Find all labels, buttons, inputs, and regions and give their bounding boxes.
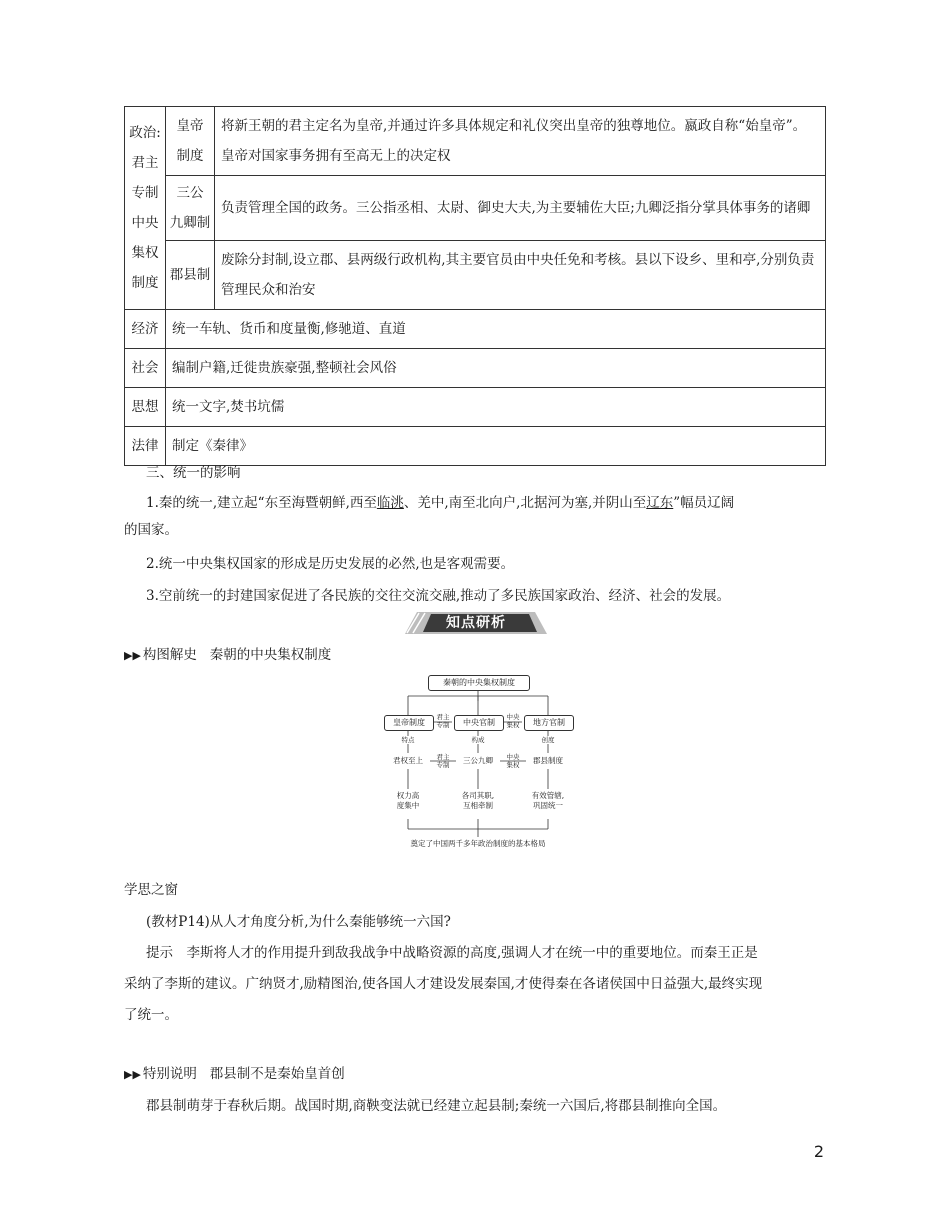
- political-label-char: 制度: [131, 275, 159, 291]
- label-line: 制度: [176, 148, 204, 164]
- row3-line: 互相牵制: [463, 801, 493, 810]
- section-banner: [405, 612, 547, 634]
- diagram-row3-item: [524, 791, 572, 811]
- special-note-title: 郡县制不是秦始皇首创: [209, 1066, 345, 1082]
- page-number: 2: [813, 1142, 824, 1161]
- row-content-emperor: 将新王朝的君主定名为皇帝,并通过许多具体规定和礼仪突出皇帝的独尊地位。嬴政自称“始皇帝”。皇帝对国家事务拥有至高无上的决定权: [215, 107, 826, 176]
- window-answer: [124, 938, 834, 1031]
- row3-line: 各司其职,: [461, 791, 495, 800]
- link-text: 专制: [436, 721, 450, 729]
- diagram-link-label: [505, 713, 521, 729]
- row3-line: 权力高: [396, 791, 420, 800]
- row-content-ministers: 负责管理全国的政务。三公指丞相、太尉、御史大夫,为主要辅佐大臣;九卿泛指分掌具体事务的诸卿: [215, 176, 826, 241]
- qin-system-diagram: [380, 673, 576, 855]
- diagram-section-title: 秦朝的中央集权制度: [209, 647, 332, 663]
- row3-line: 巩固统一: [533, 801, 563, 810]
- political-label-cell: [125, 107, 166, 310]
- diagram-bottom-text: 奠定了中国两千多年政治制度的基本格局: [410, 839, 546, 848]
- section3-paragraph-1: [124, 490, 834, 544]
- diagram-row3-item: [384, 791, 432, 811]
- diagram-link-label: [435, 753, 451, 769]
- political-label-char: 政治:: [129, 125, 161, 141]
- p1-text: 1.秦的统一,建立起“东至海暨朝鲜,西至: [146, 495, 377, 511]
- link-text: 集权: [506, 721, 520, 729]
- row-label-economy: 经济: [125, 310, 166, 349]
- label-line: 皇帝: [176, 118, 204, 134]
- row-content-thought: 统一文字,焚书坑儒: [166, 388, 826, 427]
- p1-text: ”幅员辽阔: [673, 495, 735, 511]
- row-label-emperor: [166, 107, 215, 176]
- diagram-down-label: 创度: [536, 736, 560, 744]
- window-heading: 学思之窗: [124, 882, 178, 898]
- answer-line: 采纳了李斯的建议。广纳贤才,励精图治,使各国人才建设发展秦国,才使得秦在各诸侯国中日益强大,最终实现: [124, 976, 763, 992]
- special-note-body: 郡县制萌芽于春秋后期。战国时期,商鞅变法就已经建立起县制;秦统一六国后,将郡县制推向全国。: [146, 1098, 727, 1114]
- section3-paragraph-3: 3.空前统一的封建国家促进了各民族的交往交流交融,推动了多民族国家政治、经济、社会的发展。: [146, 588, 731, 604]
- p1-underlined-place: 辽东: [646, 495, 674, 511]
- row3-line: 度集中: [396, 801, 420, 810]
- qin-system-table: [124, 106, 826, 466]
- link-text: 中央: [506, 753, 520, 761]
- link-text: 专制: [436, 761, 450, 769]
- political-label-char: 专制: [131, 185, 159, 201]
- diagram-down-label: 构成: [466, 736, 490, 744]
- diagram-emperor-box: 皇帝制度: [384, 715, 434, 731]
- arrow-marker-icon: ▶▶: [124, 649, 141, 662]
- p1-line2: 的国家。: [124, 522, 178, 538]
- table-row: [125, 349, 826, 388]
- p1-text: 、羌中,南至北向户,北据河为塞,并阴山至: [403, 495, 647, 511]
- section3-paragraph-2: 2.统一中央集权国家的形成是历史发展的必然,也是客观需要。: [146, 556, 515, 572]
- political-label-char: 集权: [131, 245, 159, 261]
- link-text: 君主: [436, 713, 450, 721]
- answer-line: 提示 李斯将人才的作用提升到敌我战争中战略资源的高度,强调人才在统一中的重要地位。而秦王正是: [146, 945, 758, 961]
- diagram-link-label: [435, 713, 451, 729]
- p1-line1: [124, 490, 834, 517]
- row-label-commandery: [166, 241, 215, 310]
- political-label-char: 君主: [131, 155, 159, 171]
- diagram-central-box: 中央官制: [454, 715, 504, 731]
- table-row: [125, 388, 826, 427]
- p1-underlined-place: 临洮: [376, 495, 404, 511]
- answer-line: 了统一。: [124, 1007, 178, 1023]
- banner-title: 知点研析: [446, 615, 506, 631]
- row-content-society: 编制户籍,迁徙贵族豪强,整顿社会风俗: [166, 349, 826, 388]
- link-text: 君主: [436, 753, 450, 761]
- row-content-economy: 统一车轨、货币和度量衡,修驰道、直道: [166, 310, 826, 349]
- diagram-row2-item: 郡县制度: [526, 756, 570, 766]
- diagram-top-box: 秦朝的中央集权制度: [428, 675, 530, 691]
- link-text: 集权: [506, 761, 520, 769]
- special-note-heading: [124, 1061, 345, 1088]
- diagram-link-label: [505, 753, 521, 769]
- row-content-law: 制定《秦律》: [166, 427, 826, 466]
- label-line: 三公: [176, 185, 204, 201]
- diagram-row2-item: 三公九卿: [456, 756, 500, 766]
- diagram-section-heading: [124, 642, 331, 669]
- diagram-row3-item: [454, 791, 502, 811]
- table-row: [125, 176, 826, 241]
- row-label-society: 社会: [125, 349, 166, 388]
- label-line: 郡县制: [169, 267, 211, 283]
- diagram-row2-item: 君权至上: [386, 756, 430, 766]
- row-label-thought: 思想: [125, 388, 166, 427]
- row-label-law: 法律: [125, 427, 166, 466]
- label-line: 九卿制: [169, 215, 211, 231]
- row-label-ministers: [166, 176, 215, 241]
- arrow-marker-icon: ▶▶: [124, 1068, 141, 1081]
- row-content-commandery: 废除分封制,设立郡、县两级行政机构,其主要官员由中央任免和考核。县以下设乡、里和亭,分别负责管理民众和治安: [215, 241, 826, 310]
- table-row: [125, 241, 826, 310]
- diagram-local-box: 地方官制: [524, 715, 574, 731]
- special-note-label: 特别说明: [142, 1066, 197, 1082]
- diagram-section-label: 构图解史: [142, 647, 197, 663]
- political-label-char: 中央: [131, 215, 159, 231]
- table-row: [125, 310, 826, 349]
- diagram-down-label: 特点: [396, 736, 420, 744]
- table-row: [125, 107, 826, 176]
- link-text: 中央: [506, 713, 520, 721]
- section3-heading: 三、统一的影响: [146, 465, 241, 481]
- window-question: (教材P14)从人才角度分析,为什么秦能够统一六国?: [146, 914, 451, 930]
- row3-line: 有效管辖,: [531, 791, 565, 800]
